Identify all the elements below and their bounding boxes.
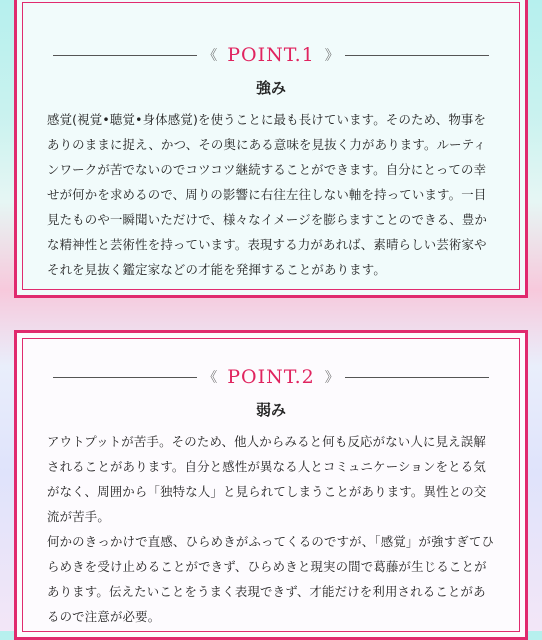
left-bracket-mark: 《 [203,48,218,64]
point-heading [53,43,489,67]
section-title: 強み [255,79,286,97]
section-body [47,429,497,629]
paragraph: 感覚(視覚•聴覚•身体感覚)を使うことに最も長けています。そのため、物事をありのままに捉え、かつ、その奥にある意味を見抜く力があります。ルーティンワークが苦でないのでコツコツ継続することができます。自分にとっての幸せが何かを求めるので、周りの影響に右往左往しない軸を持っています。一目見たものや一瞬聞いただけで、様々なイメージを膨らますことのできる、豊かな精神性と芸術性を持っています。表現する力があれば、素晴らしい芸術家やそれを見抜く鑑定家などの才能を発揮することがあります。 [47,112,488,277]
paragraph: 何かのきっかけで直感、ひらめきがふってくるのですが、「感覚」が強すぎてひらめきを受け止めることができず、ひらめきと現実の間で葛藤が生じることがあります。伝えたいことをうまく表現できず、才能だけを利用されることがあるので注意が必要。 [47,534,495,624]
divider-line [345,377,489,378]
point-label: POINT.2 [227,366,315,388]
left-bracket-mark: 《 [203,370,218,386]
weaknesses-card [14,330,528,640]
right-bracket-mark: 》 [324,370,339,386]
section-title: 弱み [255,401,286,419]
divider-line [53,377,197,378]
paragraph: アウトプットが苦手。そのため、他人からみると何も反応がない人に見え誤解されることがあります。自分と感性が異なる人とコミュニケーションをとる気がなく、周囲から「独特な人」と見られてしまうことがあります。異性との交流が苦手。 [47,434,487,524]
divider-line [53,55,197,56]
point-heading [53,365,489,389]
divider-line [345,55,489,56]
section-body [47,107,497,282]
right-bracket-mark: 》 [324,48,339,64]
strengths-card [14,0,528,298]
point-label: POINT.1 [227,44,315,66]
